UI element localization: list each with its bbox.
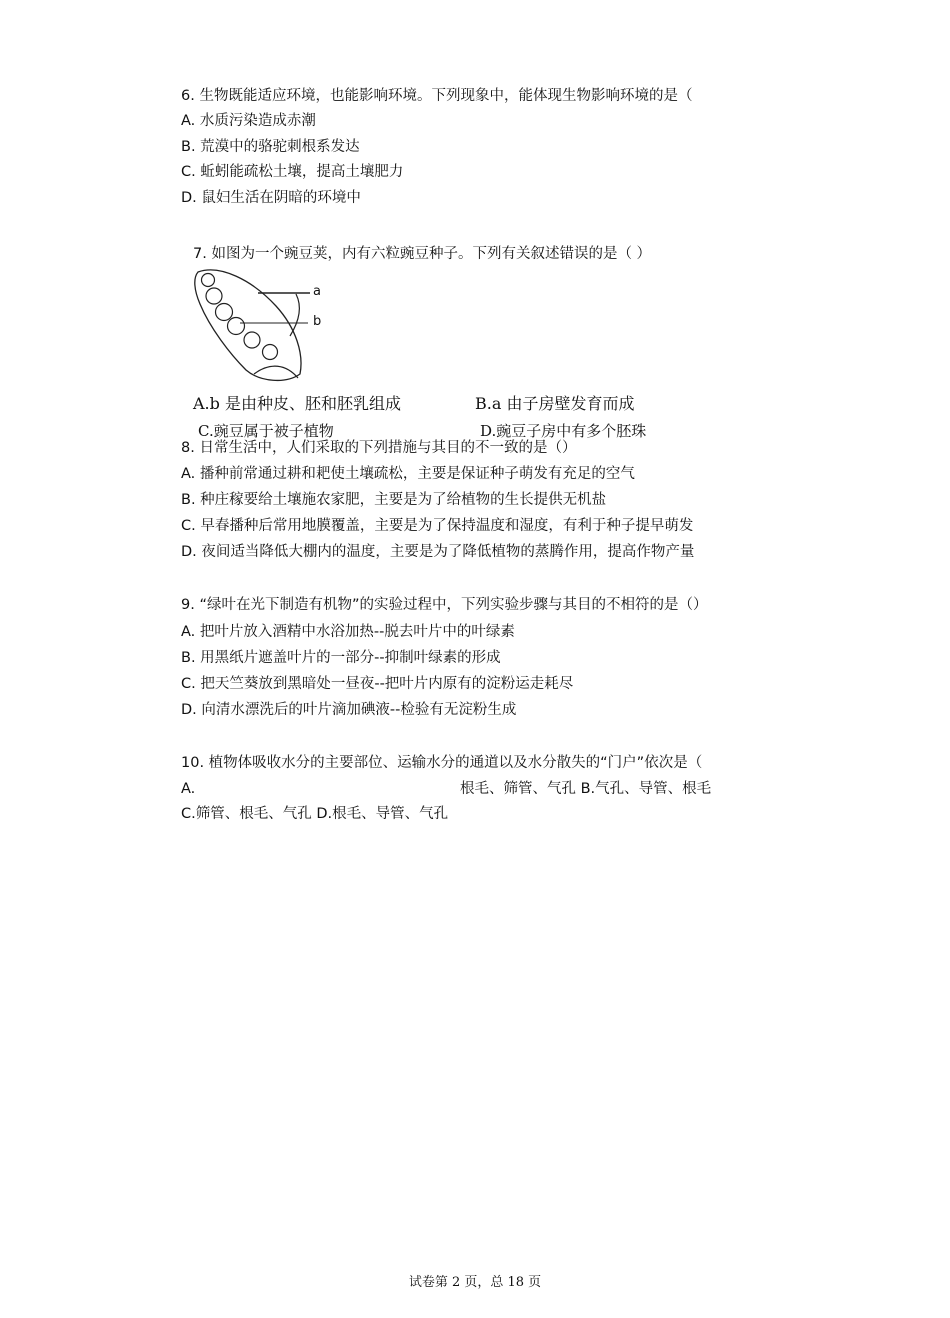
q8-option-b: B. 种庄稼要给土壤施农家肥，主要是为了给植物的生长提供无机盐 (181, 492, 607, 508)
q9-stem: 9. “绿叶在光下制造有机物”的实验过程中，下列实验步骤与其目的不相符的是（） (181, 597, 708, 613)
q7-option-a: A.b 是由种皮、胚和胚乳组成 (193, 394, 401, 413)
q9-option-d: D. 向清水漂洗后的叶片滴加碘液--检验有无淀粉生成 (181, 702, 517, 718)
q6-option-d: D. 鼠妇生活在阴暗的环境中 (181, 190, 361, 206)
q6-option-c: C. 蚯蚓能疏松土壤，提高土壤肥力 (181, 164, 404, 180)
q7-options-cd-clipped (190, 418, 750, 440)
q6-option-b: B. 荒漠中的骆驼刺根系发达 (181, 139, 360, 155)
q10-option-a-letter: A. (181, 781, 196, 797)
q9-option-c: C. 把天竺葵放到黑暗处一昼夜--把叶片内原有的淀粉运走耗尽 (181, 676, 574, 692)
figure-label-b: b (313, 314, 322, 329)
q9-option-b: B. 用黑纸片遮盖叶片的一部分--抑制叶绿素的形成 (181, 650, 501, 666)
q8-option-c: C. 早春播种后常用地膜覆盖，主要是为了保持温度和湿度，有利于种子提早萌发 (181, 518, 694, 534)
q7-option-d: D.豌豆子房中有多个胚珠 (480, 422, 647, 440)
page-footer: 试卷第 2 页，总 18 页 (408, 1275, 542, 1290)
q8-stem: 8. 日常生活中，人们采取的下列措施与其目的不一致的是（） (181, 440, 577, 456)
q7-option-b: B.a 由子房壁发育而成 (475, 394, 635, 413)
q7-option-c: C.豌豆属于被子植物 (198, 422, 334, 440)
q10-stem: 10. 植物体吸收水分的主要部位、运输水分的通道以及水分散失的“门户”依次是（ (181, 755, 703, 771)
q10-options-ab: 根毛、筛管、气孔 B.气孔、导管、根毛 (460, 781, 712, 797)
q10-options-cd: C.筛管、根毛、气孔 D.根毛、导管、气孔 (181, 806, 449, 822)
q8-option-a: A. 播种前常通过耕和耙使土壤疏松，主要是保证种子萌发有充足的空气 (181, 466, 635, 482)
figure-label-a: a (313, 284, 321, 299)
q6-option-a: A. 水质污染造成赤潮 (181, 113, 316, 129)
q7-stem: 7. 如图为一个豌豆荚，内有六粒豌豆种子。下列有关叙述错误的是（ ） (193, 246, 652, 262)
q9-option-a: A. 把叶片放入酒精中水浴加热--脱去叶片中的叶绿素 (181, 624, 515, 640)
q6-stem: 6. 生物既能适应环境，也能影响环境。下列现象中，能体现生物影响环境的是（ (181, 88, 693, 104)
q8-option-d: D. 夜间适当降低大棚内的温度，主要是为了降低植物的蒸腾作用，提高作物产量 (181, 544, 695, 560)
